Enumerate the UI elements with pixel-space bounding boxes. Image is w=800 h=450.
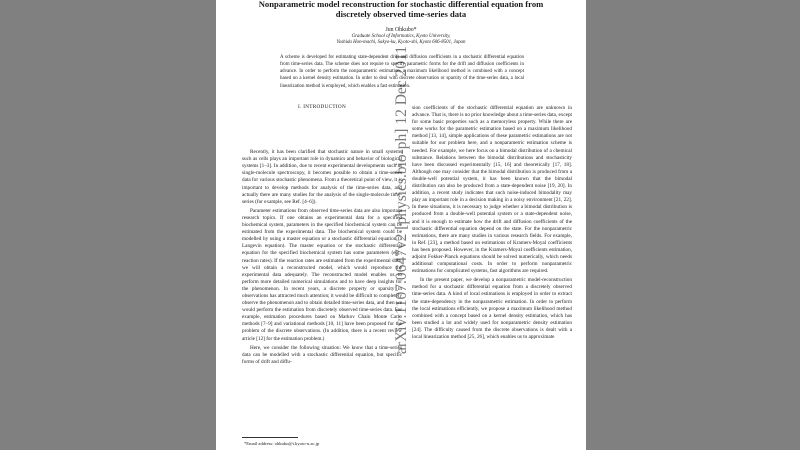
footnote-rule — [242, 437, 298, 438]
paragraph: Here, we consider the following situation: We know that a time-series data can be modelled with a stochastic differential equation, but specific forms of drift and diffu- — [242, 344, 402, 365]
affiliation-line-1: Graduate School of Informatics, Kyoto University, — [351, 34, 451, 39]
paper-page — [216, 0, 586, 450]
abstract: A scheme is developed for estimating state-dependent drift and diffusion coefficients in a stochastic differential equation from time-series data. The scheme does not require to specify parametric forms for the drift and diffusion coefficients in advance. In order to perform the nonparametric estimation, a maximum likelihood method is combined with a concept based on a kernel density estimation. In order to deal with discrete observation or sparsity of the time-series data, a local linearization method is employed, which enables a fast estimation. — [280, 55, 524, 89]
paper-title — [216, 0, 586, 19]
left-column — [242, 104, 402, 368]
title-line-2: discretely observed time-series data — [335, 8, 467, 19]
title-line-1: Nonparametric model reconstruction for stochastic differential equation from — [258, 0, 544, 9]
paragraph: Parameter estimations from observed time-series data are also important research topics. If one obtains an experimental data for a specified biochemical system, parameters in the specified biochemical system can be estimated from the experimental data. The biochemical system could be modelled by using a master equation or a stochastic differential equation (a Langevin equation). The master equation or the stochastic differential equation for the specified biochemical system has some parameters (e.g., reaction rates). If the reaction rates are estimated from the experimental data, we will obtain a reconstructed model, which would reproduce the experimental data adequately. The reconstructed model enables us to perform more detailed numerical simulations and to have deep insights for the phenomenon. In recent years, a discrete property or sparsity in observations has attracted much attention; it would be difficult to completely observe the phenomenon and to obtain detailed time-series data, and then we would perform the estimation from discretely observed time-series data. For example, estimation procedures based on Markov Chain Monte Carlo methods [7–9] and variational methods [10, 11] have been proposed for the problem of the discrete observations. (In addition, there is a recent review article [12] for the estimation problem.) — [242, 207, 402, 342]
affiliation — [216, 34, 586, 46]
paragraph: In the present paper, we develop a nonparametric model-reconstruction method for a stochastic differential equation from a discretely observed time-series data. A kind of local estimations is employed in order to extract the state-dependency in the nonparametric estimation. In order to perform the local estimations efficiently, we propose a maximum likelihood method combined with a concept based on a kernel density estimation, which has been studied a lot and widely used for nonparametric density estimation [24]. The difficulty caused from the discrete observations is dealt with a local linearization method [25, 26], which enables us to approximate — [412, 277, 572, 340]
author-name: Jun Ohkubo* — [385, 27, 417, 33]
paragraph: sion coefficients of the stochastic differential equation are unknown in advance. That is, there is no prior knowledge about a time-series data, except for some basic properties such as a memoryless property. While there are some works for the parametric estimation based on a maximum likelihood method [13, 14], simple applications of these parametric estimations are not suitable for our problem here, and a nonparametric estimation scheme is needed. For example, we here focus on a bimodal distribution of a chemical substance. Relations between the bimodal distributions and stochasticity have been discussed experimentally [15, 16] and theoretically [17, 18]. Although one may consider that the bimodal distribution is produced from a double-well potential system, it has been known that the bimodal distribution can also be produced from a state-dependent noise [19, 20]. In addition, a recent study indicates that such noise-induced bimodality may play an important role in a decision making in a noisy environment [21, 22]. In these situations, it is necessary to judge whether a bimodal distribution is produced from a double-well potential system or a state-dependent noise, and it is enough to estimate how the drift and diffusion coefficients of the stochastic differential equation depend on the state. For the nonparametric estimations, there are many studies in various research fields. For example, in Ref. [23], a method based on estimations of Kramers-Moyal coefficients has been proposed. However, in the Kramers-Moyal coefficients estimation, adjoint Fokker-Planck equations should be solved numerically, which needs additional computational costs. In order to perform nonparametric estimations for complicated systems, fast algorithms are required. — [412, 105, 572, 275]
paragraph: Recently, it has been clarified that stochastic nature in small systems such as cells plays an important role in dynamics and behavior of biological systems [1–3]. In addition, due to recent experimental developments such as single-molecule spectroscopy, it becomes possible to obtain a time-series data for various stochastic phenomena. From a theoretical point of view, it is important to develop methods for analysis of the time-series data, and actually there are many studies for the analysis of the single-molecule time-series (for example, see Ref. [4–6]). — [242, 149, 402, 205]
arxiv-identifier[interactable]: arXiv:1107.0647v2 [physics.bio-ph] 12 Dec 2011 — [393, 46, 410, 354]
section-heading: I. INTRODUCTION — [297, 104, 346, 110]
right-column — [412, 105, 572, 343]
footnote: *Email address: ohkubo@i.kyoto-u.ac.jp — [244, 441, 320, 446]
affiliation-line-2: Yoshida Hon-machi, Sakyo-ku, Kyoto-shi, Kyoto 606-8501, Japan — [336, 40, 466, 46]
